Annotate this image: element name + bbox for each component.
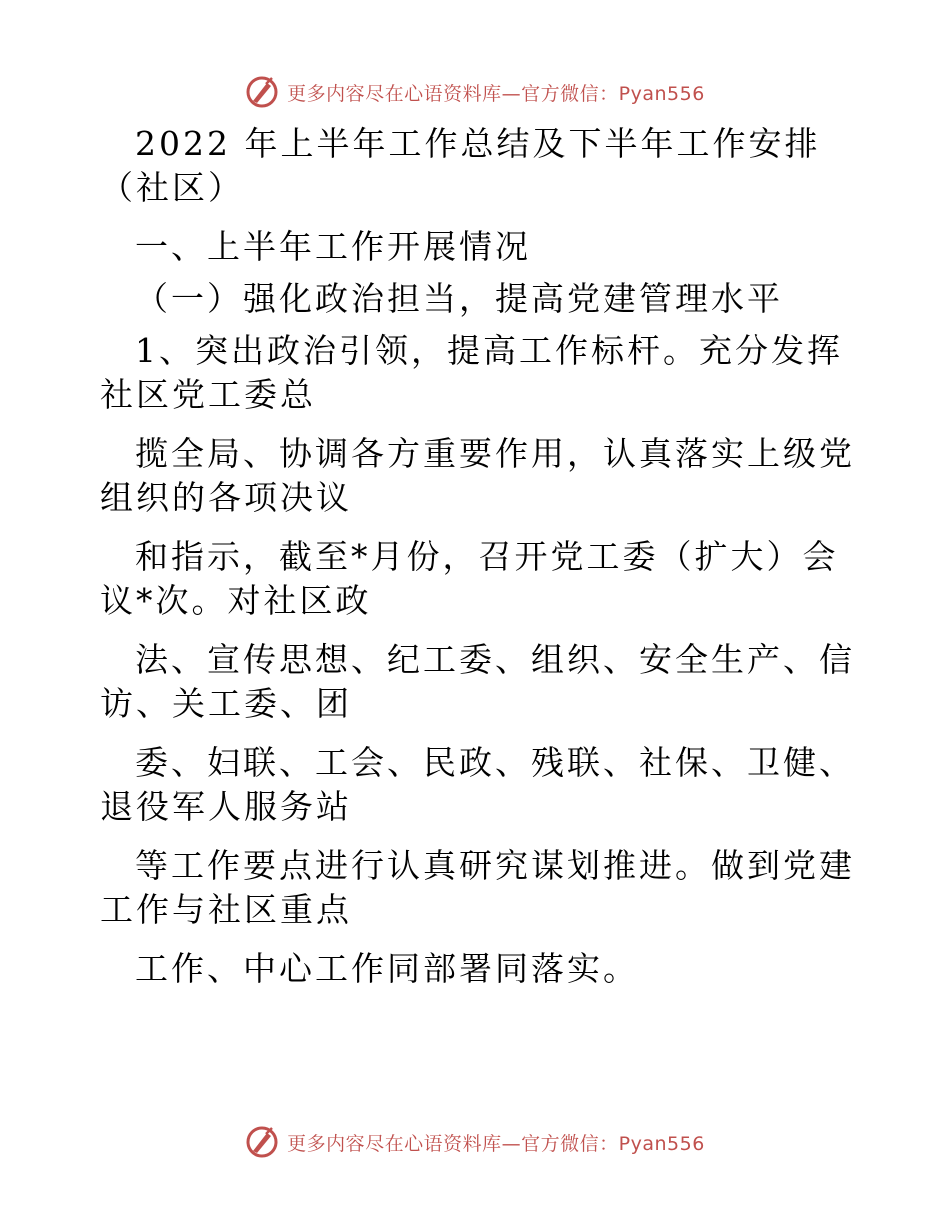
document-title: 2022 年上半年工作总结及下半年工作安排（社区） bbox=[100, 124, 821, 207]
subsection-heading: （一）强化政治担当，提高党建管理水平 bbox=[135, 279, 783, 318]
quill-pen-logo-icon bbox=[245, 1125, 279, 1159]
quill-pen-logo-icon bbox=[245, 75, 279, 109]
watermark-text: 更多内容尽在心语资料库—官方微信：Pyan556 bbox=[287, 82, 705, 105]
body-paragraph: 法、宣传思想、纪工委、组织、安全生产、信访、关工委、团 bbox=[100, 640, 855, 723]
body-paragraph: 1、突出政治引领，提高工作标杆。充分发挥社区党工委总 bbox=[100, 331, 843, 414]
watermark-text: 更多内容尽在心语资料库—官方微信：Pyan556 bbox=[287, 1132, 705, 1155]
section-heading: 一、上半年工作开展情况 bbox=[135, 227, 531, 266]
body-paragraph: 揽全局、协调各方重要作用，认真落实上级党组织的各项决议 bbox=[100, 434, 855, 517]
body-paragraph: 工作、中心工作同部署同落实。 bbox=[135, 949, 639, 988]
body-paragraph: 和指示，截至*月份，召开党工委（扩大）会议*次。对社区政 bbox=[100, 537, 839, 620]
header-watermark bbox=[0, 70, 950, 114]
footer-watermark bbox=[0, 1120, 950, 1164]
document-body bbox=[100, 122, 860, 1006]
body-paragraph: 等工作要点进行认真研究谋划推进。做到党建工作与社区重点 bbox=[100, 846, 855, 929]
body-paragraph: 委、妇联、工会、民政、残联、社保、卫健、退役军人服务站 bbox=[100, 743, 855, 826]
